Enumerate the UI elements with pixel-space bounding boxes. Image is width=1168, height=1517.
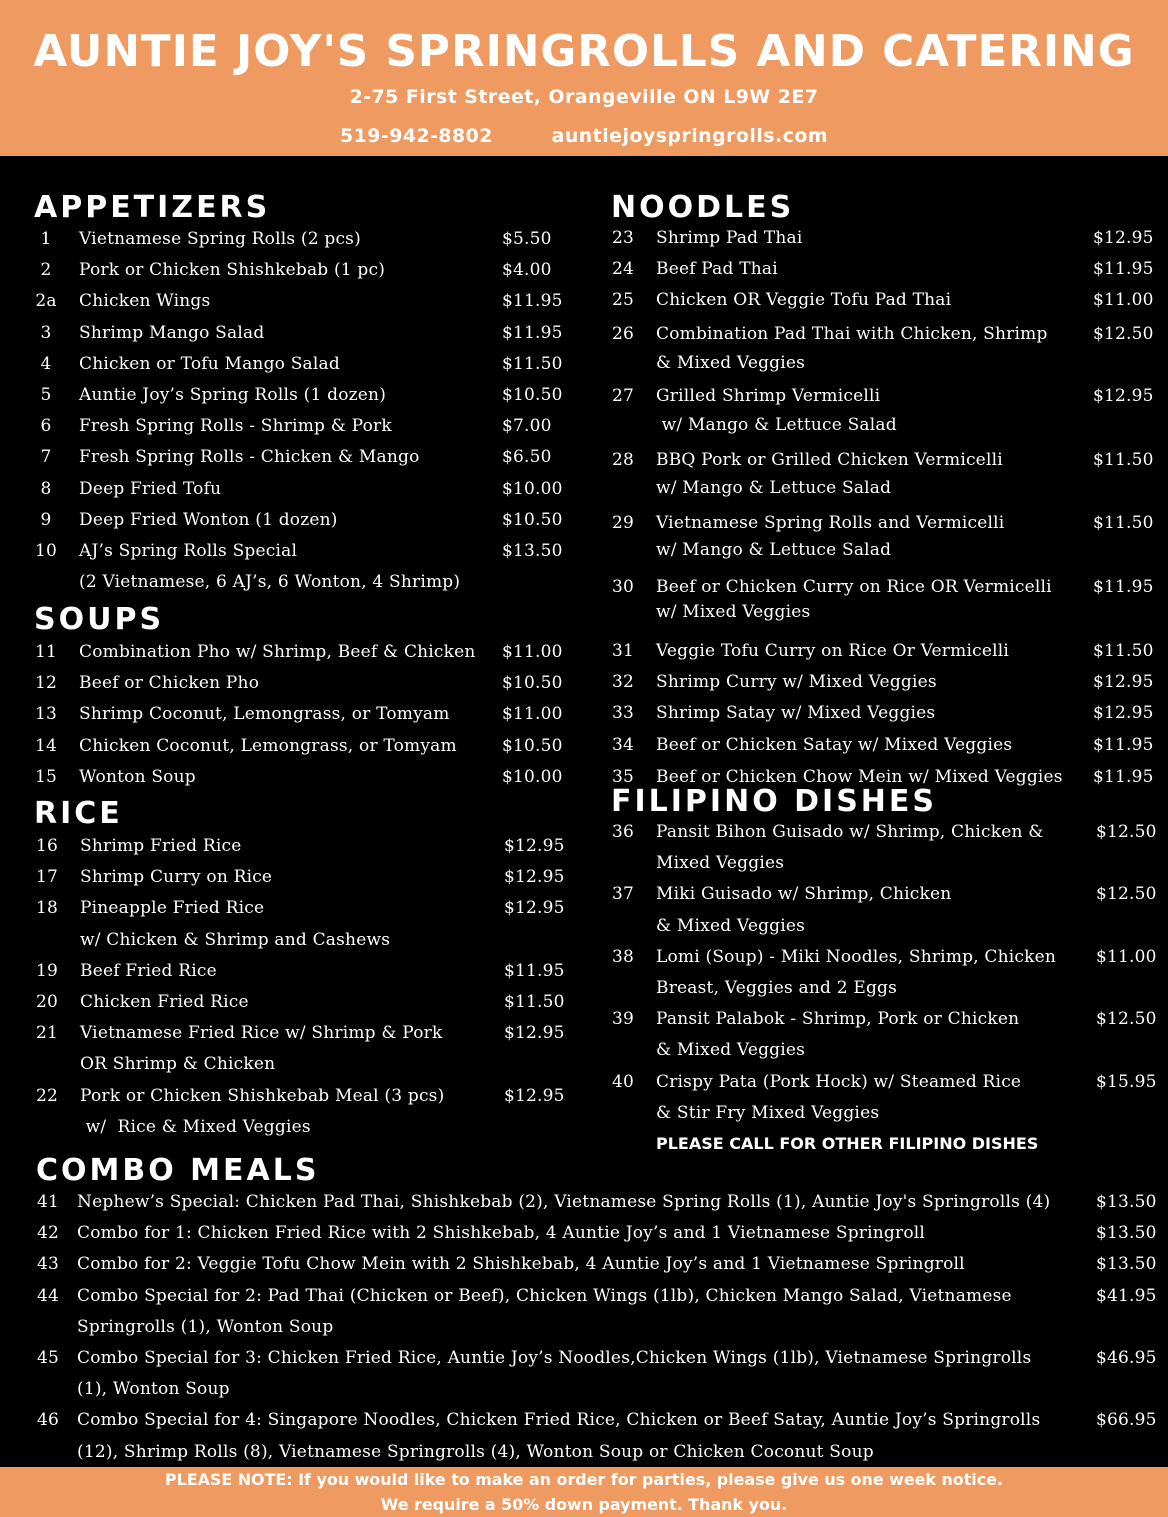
- item-number: 2a: [35, 291, 57, 311]
- menu-item-row: [0, 1312, 1168, 1342]
- item-price: $12.50: [1096, 884, 1157, 904]
- item-price: $12.95: [504, 898, 565, 918]
- item-name: Chicken or Tofu Mango Salad: [79, 354, 340, 374]
- item-number: 29: [611, 513, 635, 533]
- footer-note: [0, 1467, 1168, 1517]
- item-price: $11.00: [502, 704, 563, 724]
- item-price: $11.95: [504, 961, 565, 981]
- item-price: $11.50: [504, 992, 565, 1012]
- filipino-call-note: PLEASE CALL FOR OTHER FILIPINO DISHES: [656, 1134, 1039, 1153]
- item-name: Shrimp Curry w/ Mixed Veggies: [656, 672, 937, 692]
- item-name: Veggie Tofu Curry on Rice Or Vermicelli: [656, 641, 1009, 661]
- menu-item-row: [0, 508, 1168, 538]
- item-number: 1: [40, 229, 52, 249]
- item-name: (12), Shrimp Rolls (8), Vietnamese Springrolls (4), Wonton Soup or Chicken Coconut Soup: [77, 1442, 874, 1462]
- item-name: Pansit Bihon Guisado w/ Shrimp, Chicken &: [656, 822, 1044, 842]
- item-price: $11.95: [1093, 577, 1154, 597]
- item-price: $5.50: [502, 229, 552, 249]
- menu-item-row: [0, 762, 1168, 792]
- menu-item-row: [0, 1098, 1168, 1128]
- item-price: $12.95: [1093, 672, 1154, 692]
- item-price: $13.50: [1096, 1192, 1157, 1212]
- item-name: w/ Chicken & Shrimp and Cashews: [80, 930, 391, 950]
- item-name: Combo Special for 4: Singapore Noodles, Chicken Fried Rice, Chicken or Beef Satay, Auntie Joy’s Springrolls: [77, 1410, 1041, 1430]
- item-price: $12.95: [504, 836, 565, 856]
- item-price: $12.50: [1096, 1009, 1157, 1029]
- item-name: Beef Fried Rice: [80, 961, 217, 981]
- item-name: Shrimp Mango Salad: [79, 323, 265, 343]
- section-title-combo: COMBO MEALS: [36, 1153, 320, 1188]
- item-price: $11.95: [502, 323, 563, 343]
- item-name: Beef or Chicken Pho: [79, 673, 260, 693]
- restaurant-name: AUNTIE JOY'S SPRINGROLLS AND CATERING: [33, 26, 1135, 77]
- item-name: Chicken Fried Rice: [80, 992, 249, 1012]
- menu-item-row: [0, 223, 1168, 253]
- menu-item-row: [0, 817, 1168, 847]
- menu-item-row: [0, 1374, 1168, 1404]
- restaurant-address: 2-75 First Street, Orangeville ON L9W 2E7: [349, 86, 819, 108]
- item-number: 14: [34, 736, 58, 756]
- item-name: Chicken OR Veggie Tofu Pad Thai: [656, 290, 952, 310]
- item-name: Beef or Chicken Chow Mein w/ Mixed Veggies: [656, 767, 1063, 787]
- item-number: 18: [35, 898, 59, 918]
- item-number: 11: [34, 642, 58, 662]
- item-price: $11.50: [1093, 513, 1154, 533]
- menu-item-row: [0, 1218, 1168, 1248]
- item-name: Combo for 2: Veggie Tofu Chow Mein with 2 Shishkebab, 4 Auntie Joy’s and 1 Vietnamese Springroll: [77, 1254, 965, 1274]
- item-name: w/ Mango & Lettuce Salad: [656, 415, 897, 435]
- item-number: 4: [40, 354, 52, 374]
- item-price: $7.00: [502, 416, 552, 436]
- item-number: 23: [611, 228, 635, 248]
- item-name: (1), Wonton Soup: [77, 1379, 230, 1399]
- item-name: Mixed Veggies: [656, 853, 785, 873]
- item-name: Fresh Spring Rolls - Chicken & Mango: [79, 447, 420, 467]
- item-name: & Mixed Veggies: [656, 353, 806, 373]
- item-name: & Mixed Veggies: [656, 916, 806, 936]
- item-number: 26: [611, 324, 635, 344]
- website-link[interactable]: auntiejoyspringrolls.com: [551, 125, 828, 147]
- item-name: Beef or Chicken Satay w/ Mixed Veggies: [656, 735, 1013, 755]
- item-number: 45: [36, 1348, 60, 1368]
- section-title-noodles: NOODLES: [611, 190, 795, 225]
- item-number: 31: [611, 641, 635, 661]
- item-name: Pansit Palabok - Shrimp, Pork or Chicken: [656, 1009, 1020, 1029]
- item-price: $4.00: [502, 260, 552, 280]
- item-number: 20: [35, 992, 59, 1012]
- item-price: $12.95: [1093, 228, 1154, 248]
- item-price: $10.50: [502, 673, 563, 693]
- item-price: $46.95: [1096, 1348, 1157, 1368]
- item-number: 25: [611, 290, 635, 310]
- item-name: Crispy Pata (Pork Hock) w/ Steamed Rice: [656, 1072, 1022, 1092]
- contact-line: [4, 125, 1164, 147]
- item-price: $10.50: [502, 385, 563, 405]
- item-name: Fresh Spring Rolls - Shrimp & Pork: [79, 416, 392, 436]
- item-name: Shrimp Coconut, Lemongrass, or Tomyam: [79, 704, 450, 724]
- menu-item-row: [0, 1437, 1168, 1467]
- item-number: 22: [35, 1086, 59, 1106]
- section-title-soups: SOUPS: [34, 602, 165, 637]
- item-price: $10.50: [502, 736, 563, 756]
- item-number: 5: [40, 385, 52, 405]
- menu-item-row: [0, 254, 1168, 284]
- item-number: 44: [36, 1286, 60, 1306]
- item-number: 27: [611, 386, 635, 406]
- item-number: 30: [611, 577, 635, 597]
- menu-item-row: [0, 1343, 1168, 1373]
- item-name: Shrimp Curry on Rice: [80, 867, 273, 887]
- item-number: 46: [36, 1410, 60, 1430]
- item-price: $11.00: [502, 642, 563, 662]
- item-name: Beef Pad Thai: [656, 259, 778, 279]
- menu-item-row: [0, 319, 1168, 349]
- item-name: Pineapple Fried Rice: [80, 898, 265, 918]
- item-price: $11.50: [502, 354, 563, 374]
- item-name: Vietnamese Spring Rolls and Vermicelli: [656, 513, 1005, 533]
- item-name: Shrimp Satay w/ Mixed Veggies: [656, 703, 936, 723]
- item-price: $12.95: [504, 1086, 565, 1106]
- item-name: Grilled Shrimp Vermicelli: [656, 386, 881, 406]
- item-name: Combo for 1: Chicken Fried Rice with 2 Shishkebab, 4 Auntie Joy’s and 1 Vietnamese Springroll: [77, 1223, 926, 1243]
- menu-item-row: [0, 1405, 1168, 1435]
- item-price: $6.50: [502, 447, 552, 467]
- item-price: $10.00: [502, 767, 563, 787]
- item-number: 6: [40, 416, 52, 436]
- item-name: Pork or Chicken Shishkebab Meal (3 pcs): [80, 1086, 445, 1106]
- item-name: Springrolls (1), Wonton Soup: [77, 1317, 334, 1337]
- item-price: $12.50: [1096, 822, 1157, 842]
- menu-item-row: [0, 1249, 1168, 1279]
- item-number: 10: [34, 541, 58, 561]
- item-name: Vietnamese Fried Rice w/ Shrimp & Pork: [80, 1023, 443, 1043]
- item-name: Beef or Chicken Curry on Rice OR Vermicelli: [656, 577, 1052, 597]
- footer-note-line-1: PLEASE NOTE: If you would like to make an order for parties, please give us one week notice.: [165, 1470, 1003, 1489]
- menu-item-row: [0, 1004, 1168, 1034]
- item-price: $15.95: [1096, 1072, 1157, 1092]
- item-name: (2 Vietnamese, 6 AJ’s, 6 Wonton, 4 Shrimp): [79, 572, 461, 592]
- menu-item-row: [0, 973, 1168, 1003]
- item-number: 43: [36, 1254, 60, 1274]
- menu-item-row: [0, 911, 1168, 941]
- item-price: $11.95: [1093, 259, 1154, 279]
- item-name: Miki Guisado w/ Shrimp, Chicken: [656, 884, 952, 904]
- item-name: Lomi (Soup) - Miki Noodles, Shrimp, Chicken: [656, 947, 1057, 967]
- item-price: $11.00: [1096, 947, 1157, 967]
- menu-item-row: [0, 879, 1168, 909]
- menu-item-row: [0, 730, 1168, 760]
- menu-item-row: [0, 942, 1168, 972]
- section-title-rice: RICE: [34, 796, 123, 831]
- item-number: 21: [35, 1023, 59, 1043]
- item-name: & Mixed Veggies: [656, 1040, 806, 1060]
- item-number: 37: [611, 884, 635, 904]
- menu-item-row: [0, 445, 1168, 475]
- menu-item-row: [0, 636, 1168, 666]
- item-price: $12.95: [1093, 386, 1154, 406]
- menu-item-row: [0, 848, 1168, 878]
- item-number: 34: [611, 735, 635, 755]
- item-number: 38: [611, 947, 635, 967]
- item-name: Shrimp Fried Rice: [80, 836, 242, 856]
- item-name: Vietnamese Spring Rolls (2 pcs): [79, 229, 361, 249]
- item-number: 32: [611, 672, 635, 692]
- menu-item-row: [0, 597, 1168, 627]
- item-name: & Stir Fry Mixed Veggies: [656, 1103, 880, 1123]
- phone-number: 519-942-8802: [340, 125, 493, 147]
- item-price: $12.95: [504, 867, 565, 887]
- menu-item-row: [0, 535, 1168, 565]
- item-number: 42: [36, 1223, 60, 1243]
- menu-item-row: [0, 667, 1168, 697]
- menu-item-row: [0, 285, 1168, 315]
- item-price: $11.95: [1093, 767, 1154, 787]
- item-name: Combo Special for 3: Chicken Fried Rice, Auntie Joy’s Noodles,Chicken Wings (1lb), Vietnamese Springrolls: [77, 1348, 1032, 1368]
- item-price: $10.50: [502, 510, 563, 530]
- item-price: $10.00: [502, 479, 563, 499]
- item-price: $11.50: [1093, 450, 1154, 470]
- item-price: $13.50: [502, 541, 563, 561]
- menu-item-row: [0, 348, 1168, 378]
- menu-item-row: [0, 1187, 1168, 1217]
- item-number: 33: [611, 703, 635, 723]
- item-number: 24: [611, 259, 635, 279]
- item-price: $11.50: [1093, 641, 1154, 661]
- item-price: $13.50: [1096, 1254, 1157, 1274]
- item-number: 17: [35, 867, 59, 887]
- item-number: 16: [35, 836, 59, 856]
- item-price: $12.95: [1093, 703, 1154, 723]
- item-number: 12: [34, 673, 58, 693]
- item-name: Pork or Chicken Shishkebab (1 pc): [79, 260, 386, 280]
- item-number: 19: [35, 961, 59, 981]
- item-name: Nephew’s Special: Chicken Pad Thai, Shishkebab (2), Vietnamese Spring Rolls (1), Auntie Joy's Springrolls (4): [77, 1192, 1051, 1212]
- item-number: 7: [40, 447, 52, 467]
- menu-item-row: [0, 698, 1168, 728]
- item-number: 35: [611, 767, 635, 787]
- item-number: 40: [611, 1072, 635, 1092]
- item-name: Deep Fried Wonton (1 dozen): [79, 510, 338, 530]
- item-price: $41.95: [1096, 1286, 1157, 1306]
- item-price: $66.95: [1096, 1410, 1157, 1430]
- item-name: BBQ Pork or Grilled Chicken Vermicelli: [656, 450, 1003, 470]
- item-name: w/ Rice & Mixed Veggies: [80, 1117, 311, 1137]
- item-price: $13.50: [1096, 1223, 1157, 1243]
- menu-item-row: [0, 1067, 1168, 1097]
- item-number: 2: [40, 260, 52, 280]
- item-name: w/ Mixed Veggies: [656, 602, 811, 622]
- item-name: Auntie Joy’s Spring Rolls (1 dozen): [79, 385, 387, 405]
- item-number: 9: [40, 510, 52, 530]
- item-number: 36: [611, 822, 635, 842]
- item-price: $11.00: [1093, 290, 1154, 310]
- item-price: $12.95: [504, 1023, 565, 1043]
- header-banner: [0, 0, 1168, 156]
- item-name: Chicken Wings: [79, 291, 211, 311]
- item-price: $11.95: [502, 291, 563, 311]
- item-name: AJ’s Spring Rolls Special: [79, 541, 298, 561]
- item-name: Breast, Veggies and 2 Eggs: [656, 978, 898, 998]
- menu-item-row: [0, 1281, 1168, 1311]
- item-number: 28: [611, 450, 635, 470]
- item-name: Wonton Soup: [79, 767, 196, 787]
- footer-note-line-2: We require a 50% down payment. Thank you.: [380, 1495, 788, 1514]
- item-price: $11.95: [1093, 735, 1154, 755]
- menu-item-row: [0, 473, 1168, 503]
- item-name: OR Shrimp & Chicken: [80, 1054, 276, 1074]
- item-price: $12.50: [1093, 324, 1154, 344]
- item-number: 8: [40, 479, 52, 499]
- section-title-appetizers: APPETIZERS: [34, 190, 271, 225]
- menu-item-row: [0, 410, 1168, 440]
- item-name: Combination Pad Thai with Chicken, Shrimp: [656, 324, 1048, 344]
- item-number: 15: [34, 767, 58, 787]
- item-name: Deep Fried Tofu: [79, 479, 222, 499]
- item-name: Combo Special for 2: Pad Thai (Chicken or Beef), Chicken Wings (1lb), Chicken Mango Salad, Vietnamese: [77, 1286, 1012, 1306]
- item-name: w/ Mango & Lettuce Salad: [656, 478, 892, 498]
- item-name: w/ Mango & Lettuce Salad: [656, 540, 892, 560]
- menu-item-row: [0, 381, 1168, 411]
- item-name: Chicken Coconut, Lemongrass, or Tomyam: [79, 736, 457, 756]
- item-name: Shrimp Pad Thai: [656, 228, 803, 248]
- item-number: 3: [40, 323, 52, 343]
- item-name: Combination Pho w/ Shrimp, Beef & Chicken: [79, 642, 476, 662]
- menu-item-row: [0, 1035, 1168, 1065]
- item-number: 39: [611, 1009, 635, 1029]
- item-number: 41: [36, 1192, 60, 1212]
- section-title-filipino: FILIPINO DISHES: [611, 784, 938, 819]
- item-number: 13: [34, 704, 58, 724]
